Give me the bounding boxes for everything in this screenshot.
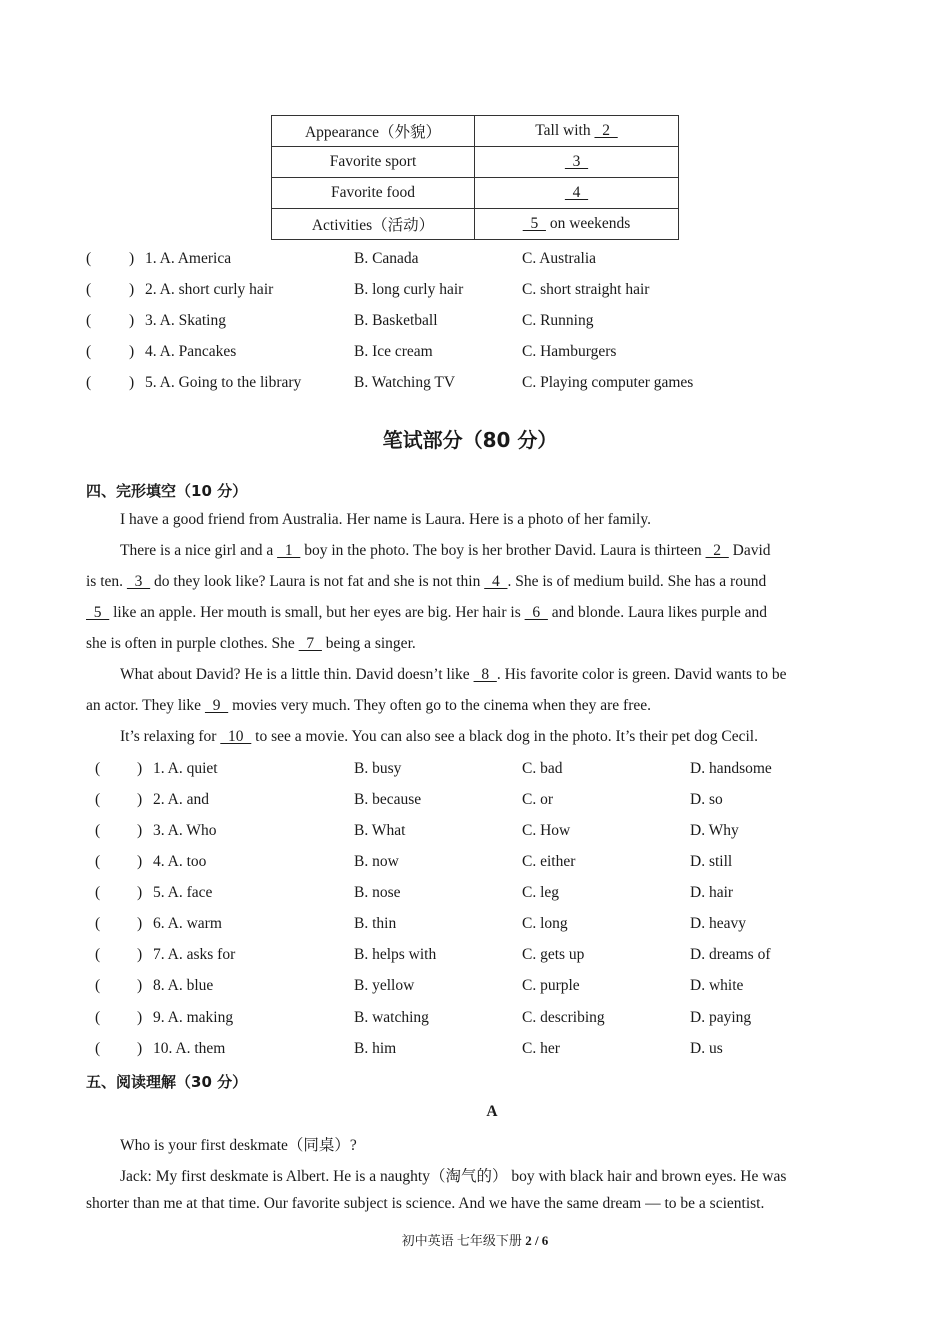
question-paren: ( — [95, 822, 101, 839]
question-option-d: D. paying — [690, 1009, 752, 1026]
question-option-b: B. Ice cream — [354, 343, 433, 360]
question-option-d: D. so — [690, 791, 723, 808]
question-option-b: B. helps with — [354, 946, 437, 963]
question-option-b: B. yellow — [354, 977, 415, 994]
question-paren: ) — [129, 343, 135, 360]
passage-line: is ten. 3 do they look like? Laura is not fat and she is not thin 4 . She is of medium build. She has a round — [86, 573, 767, 590]
question-option-a: 2. A. and — [153, 791, 209, 808]
section-heading: 五、阅读理解（30 分） — [86, 1073, 248, 1091]
question-option-a: 7. A. asks for — [153, 946, 236, 963]
written-section-title: 笔试部分（80 分） — [382, 428, 558, 452]
question-option-c: C. leg — [522, 884, 560, 901]
info-table — [271, 115, 679, 240]
question-option-b: B. Basketball — [354, 312, 438, 329]
table-row — [272, 147, 679, 178]
question-option-a: 6. A. warm — [153, 915, 222, 932]
answer-blank: 1 — [277, 542, 301, 559]
question-paren: ( — [95, 760, 101, 777]
passage-line: What about David? He is a little thin. David doesn’t like 8 . His favorite color is green. David wants to be — [120, 666, 787, 683]
table-row — [272, 178, 679, 209]
question-option-a: 5. A. Going to the library — [145, 374, 302, 391]
table-value — [475, 147, 679, 178]
question-option-a: 1. A. America — [145, 250, 232, 267]
question-option-c: C. How — [522, 822, 571, 839]
question-option-c: C. Playing computer games — [522, 374, 694, 391]
passage-line: Jack: My first deskmate is Albert. He is a naughty（淘气的） boy with black hair and brown eyes. He was — [120, 1168, 787, 1185]
question-option-d: D. handsome — [690, 760, 772, 777]
question-option-d: D. still — [690, 853, 733, 870]
question-option-c: C. Australia — [522, 250, 597, 267]
table-label: Appearance（外貌） — [272, 116, 475, 147]
question-paren: ( — [86, 250, 92, 267]
question-paren: ) — [137, 977, 143, 994]
question-paren: ( — [95, 1040, 101, 1057]
question-option-a: 4. A. too — [153, 853, 207, 870]
answer-blank: 4 — [484, 573, 508, 590]
page-footer: 初中英语 七年级下册 2 / 6 — [401, 1233, 549, 1248]
question-option-a: 3. A. Who — [153, 822, 217, 839]
question-paren: ( — [86, 281, 92, 298]
question-paren: ) — [129, 250, 135, 267]
question-paren: ( — [95, 791, 101, 808]
question-option-c: C. or — [522, 791, 553, 808]
question-option-b: B. now — [354, 853, 399, 870]
question-paren: ) — [137, 822, 143, 839]
question-option-d: D. hair — [690, 884, 734, 901]
section-heading: 四、完形填空（10 分） — [86, 482, 248, 500]
question-option-d: D. heavy — [690, 915, 746, 932]
question-paren: ) — [137, 791, 143, 808]
answer-blank: 4 — [564, 184, 589, 201]
question-option-a: 10. A. them — [153, 1040, 226, 1057]
answer-blank: 3 — [126, 573, 151, 590]
question-paren: ( — [86, 374, 92, 391]
question-option-a: 4. A. Pancakes — [145, 343, 237, 360]
page-number: 2 / 6 — [525, 1233, 549, 1248]
table-row — [272, 116, 679, 147]
question-paren: ( — [86, 343, 92, 360]
table-label: Favorite food — [272, 178, 475, 209]
question-option-a: 8. A. blue — [153, 977, 214, 994]
question-paren: ) — [137, 946, 143, 963]
question-option-c: C. either — [522, 853, 576, 870]
question-option-b: B. watching — [354, 1009, 429, 1026]
question-paren: ) — [137, 853, 143, 870]
question-option-b: B. Canada — [354, 250, 419, 267]
question-paren: ( — [95, 915, 101, 932]
table-label: Activities（活动） — [272, 209, 475, 240]
question-option-c: C. short straight hair — [522, 281, 650, 298]
question-option-b: B. thin — [354, 915, 397, 932]
table-value: 5 on weekends — [475, 209, 679, 240]
question-paren: ( — [95, 977, 101, 994]
answer-blank: 5 — [86, 604, 110, 621]
question-paren: ) — [137, 884, 143, 901]
question-option-b: B. nose — [354, 884, 401, 901]
passage-line: an actor. They like 9 movies very much. They often go to the cinema when they are free. — [86, 697, 651, 714]
question-option-b: B. long curly hair — [354, 281, 464, 298]
question-option-c: C. her — [522, 1040, 560, 1057]
question-paren: ) — [137, 1009, 143, 1026]
question-option-a: 9. A. making — [153, 1009, 234, 1026]
question-option-a: 3. A. Skating — [145, 312, 226, 329]
question-option-b: B. him — [354, 1040, 397, 1057]
question-option-d: D. dreams of — [690, 946, 771, 963]
question-option-d: D. white — [690, 977, 744, 994]
answer-blank: 2 — [594, 122, 618, 139]
passage-line: I have a good friend from Australia. Her name is Laura. Here is a photo of her family. — [120, 511, 651, 528]
question-paren: ) — [129, 281, 135, 298]
question-option-c: C. Hamburgers — [522, 343, 617, 360]
question-option-c: C. long — [522, 915, 568, 932]
passage-label: A — [486, 1103, 498, 1120]
passage-line: Who is your first deskmate（同桌）? — [120, 1137, 357, 1154]
question-paren: ( — [95, 946, 101, 963]
question-option-a: 1. A. quiet — [153, 760, 218, 777]
question-option-c: C. Running — [522, 312, 594, 329]
answer-blank: 6 — [524, 604, 548, 621]
table-row — [272, 209, 679, 240]
answer-blank: 8 — [473, 666, 497, 683]
question-paren: ) — [129, 312, 135, 329]
table-value: Tall with 2 — [475, 116, 679, 147]
table-value — [475, 178, 679, 209]
question-option-c: C. describing — [522, 1009, 605, 1026]
answer-blank: 7 — [298, 635, 322, 652]
question-option-c: C. gets up — [522, 946, 585, 963]
question-option-b: B. Watching TV — [354, 374, 456, 391]
answer-blank: 10 — [220, 728, 252, 745]
question-option-c: C. purple — [522, 977, 580, 994]
question-paren: ( — [95, 1009, 101, 1026]
question-paren: ) — [137, 915, 143, 932]
question-paren: ( — [86, 312, 92, 329]
answer-blank: 2 — [705, 542, 729, 559]
question-paren: ( — [95, 884, 101, 901]
question-paren: ( — [95, 853, 101, 870]
question-option-b: B. because — [354, 791, 422, 808]
passage-line: 5 like an apple. Her mouth is small, but her eyes are big. Her hair is 6 and blonde. Laura likes purple and — [86, 604, 767, 621]
answer-blank: 3 — [564, 153, 589, 170]
passage-line: she is often in purple clothes. She 7 being a singer. — [86, 635, 416, 652]
question-option-a: 2. A. short curly hair — [145, 281, 274, 298]
question-option-d: D. Why — [690, 822, 739, 839]
answer-blank: 9 — [204, 697, 229, 714]
question-option-b: B. busy — [354, 760, 402, 777]
question-paren: ) — [137, 760, 143, 777]
question-paren: ) — [129, 374, 135, 391]
question-option-b: B. What — [354, 822, 406, 839]
question-option-d: D. us — [690, 1040, 723, 1057]
passage-line: There is a nice girl and a 1 boy in the photo. The boy is her brother David. Laura is thirteen 2 David — [120, 542, 771, 559]
question-option-a: 5. A. face — [153, 884, 213, 901]
question-paren: ) — [137, 1040, 143, 1057]
passage-line: It’s relaxing for 10 to see a movie. You can also see a black dog in the photo. It’s their pet dog Cecil. — [120, 728, 758, 745]
answer-blank: 5 — [522, 215, 546, 232]
passage-line: shorter than me at that time. Our favorite subject is science. And we have the same dream — to be a scientist. — [86, 1195, 765, 1212]
question-option-c: C. bad — [522, 760, 563, 777]
table-label: Favorite sport — [272, 147, 475, 178]
